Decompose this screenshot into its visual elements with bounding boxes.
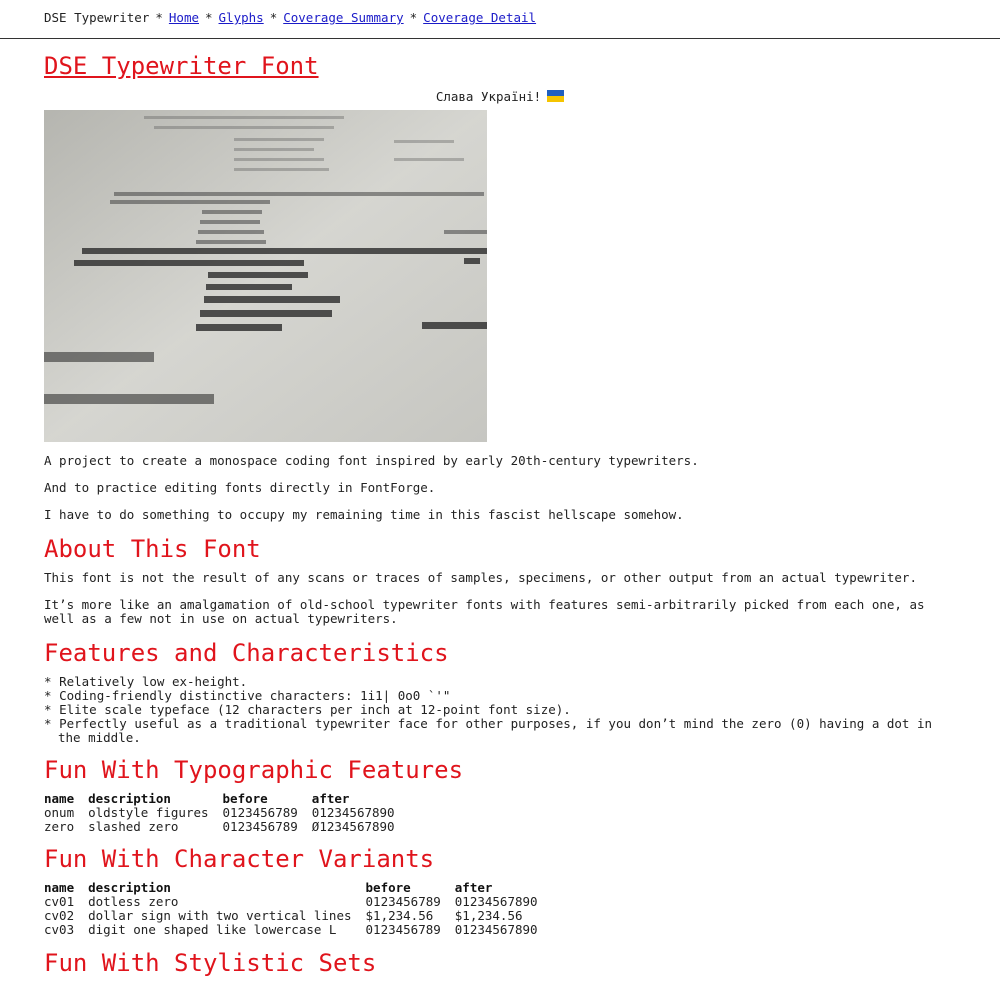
table-cell: dollar sign with two vertical lines [88,908,352,923]
bullet: * [44,688,52,703]
table-row [44,909,552,923]
table-cell: onum [44,805,75,820]
typewriter-sample-photo [44,110,487,442]
column-header: after [311,791,350,806]
table-header-row [44,792,409,806]
intro-paragraph: And to practice editing fonts directly in FontForge. [44,480,436,495]
nav-link-coverage-summary[interactable]: Coverage Summary [283,10,404,25]
typographic-section [44,756,956,834]
variants-section [44,845,956,937]
table-row [44,806,409,820]
table-cell: 0123456789 [222,819,298,834]
table-cell: slashed zero [88,819,179,834]
table-header-row [44,881,552,895]
bullet: * [44,674,52,689]
table-cell: 01234567890 [311,805,395,820]
variants-heading: Fun With Character Variants [44,845,435,873]
table-cell: $1,234.56 [365,908,434,923]
table-row [44,895,552,909]
main-content [0,52,1000,977]
top-navigation [0,0,1000,39]
table-cell: oldstyle figures [88,805,209,820]
feature-text: Elite scale typeface (12 characters per inch at 12-point font size). [59,702,571,717]
features-list [44,675,956,745]
table-row [44,820,409,834]
feature-text: Perfectly useful as a traditional typewriter face for other purposes, if you don’t mind the zero (0) having a dot in the middle. [58,716,933,745]
table-row [44,923,552,937]
nav-link-home[interactable]: Home [168,10,199,25]
column-header: after [454,880,493,895]
stylistic-heading: Fun With Stylistic Sets [44,949,377,977]
nav-separator: * [155,10,163,25]
page-title [44,52,956,80]
table-cell: cv03 [44,922,75,937]
table-cell: $1,234.56 [454,908,523,923]
features-heading: Features and Characteristics [44,639,449,667]
features-section [44,639,956,745]
intro-paragraph: I have to do something to occupy my remaining time in this fascist hellscape somehow. [44,507,684,522]
table-cell: 01234567890 [454,894,538,909]
site-name: DSE Typewriter [44,10,150,25]
about-paragraph: It’s more like an amalgamation of old-school typewriter fonts with features semi-arbitrarily picked from each one, as well as a few not in use on actual typewriters. [44,597,925,626]
table-cell: 01234567890 [454,922,538,937]
stylistic-section [44,949,956,977]
list-item [44,689,956,703]
page-title-link[interactable]: DSE Typewriter Font [44,52,319,80]
nav-separator: * [409,10,418,25]
column-header: name [44,880,75,895]
table-cell: digit one shaped like lowercase L [88,922,337,937]
table-cell: 0123456789 [365,894,441,909]
list-item [44,717,956,745]
table-cell: 0123456789 [222,805,298,820]
about-section [44,535,956,626]
slogan-text: Слава Україні! [435,89,542,104]
nav-separator: * [205,10,213,25]
table-cell: dotless zero [88,894,179,909]
column-header: name [44,791,75,806]
bullet: * [44,702,52,717]
table-cell: cv02 [44,908,75,923]
variants-table [44,881,552,937]
photo-illustration-icon [44,110,487,442]
ukraine-flag-icon [547,90,564,102]
slogan [44,90,956,104]
column-header: before [365,880,411,895]
nav-link-glyphs[interactable]: Glyphs [218,10,264,25]
intro-section [44,454,956,522]
column-header: before [222,791,268,806]
table-cell: zero [44,819,75,834]
bullet: * [44,716,52,731]
list-item [44,675,956,689]
typographic-heading: Fun With Typographic Features [44,756,464,784]
nav-link-coverage-detail[interactable]: Coverage Detail [423,10,537,25]
table-cell: cv01 [44,894,75,909]
table-cell: 0123456789 [365,922,441,937]
typographic-table [44,792,409,834]
feature-text: Relatively low ex-height. [59,674,248,689]
table-cell: Ø1234567890 [311,819,395,834]
column-header: description [88,791,171,806]
column-header: description [88,880,171,895]
about-paragraph: This font is not the result of any scans or traces of samples, specimens, or other output from an actual typewriter. [44,570,917,585]
nav-separator: * [269,10,278,25]
list-item [44,703,956,717]
intro-paragraph: A project to create a monospace coding font inspired by early 20th-century typewriters. [44,453,699,468]
about-heading: About This Font [44,535,261,563]
feature-text: Coding-friendly distinctive characters: 1i1| 0o0 `'" [59,688,451,703]
